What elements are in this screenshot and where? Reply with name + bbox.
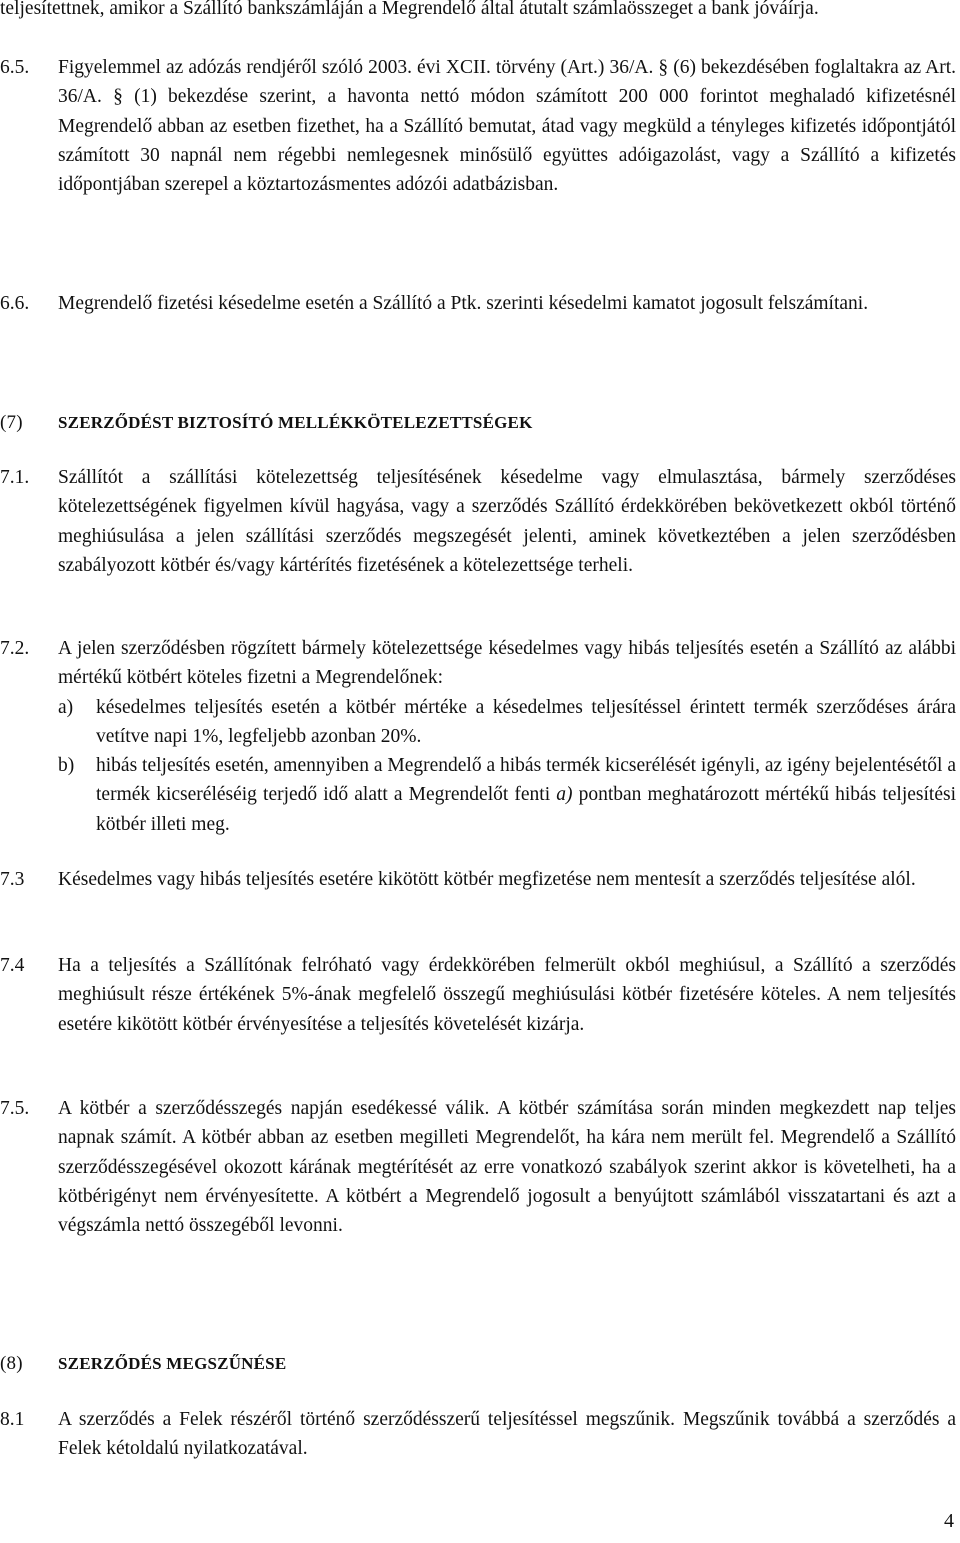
paragraph-6-6 xyxy=(0,289,956,318)
paragraph-number: 7.5. xyxy=(0,1098,30,1119)
list-item-text: késedelmes teljesítés esetén a kötbér mértéke a késedelmes teljesítéssel érintett termék szerződéses árára vetítve napi 1%, legfeljebb azonban 20%. xyxy=(96,696,956,747)
section-number: (7) xyxy=(0,412,23,433)
paragraph-8-1 xyxy=(0,1405,956,1464)
section-title: SZERZŐDÉS MEGSZŰNÉSE xyxy=(58,1354,287,1373)
list-marker: b) xyxy=(58,755,75,777)
paragraph-7-1 xyxy=(0,463,956,580)
section-number: (8) xyxy=(0,1353,23,1374)
paragraph-number: 7.3 xyxy=(0,869,25,890)
section-heading-8 xyxy=(0,1349,956,1378)
list-item-text xyxy=(96,751,956,839)
paragraph-text: A kötbér a szerződésszegés napján esedékessé válik. A kötbér számítása során minden megkezdett nap teljes napnak számít. A kötbér abban az esetben megilleti Megrendelőt, ha kára nem merült fel. Megrendelő a Szállító szerződésszegésével okozott kárának megtérítését az erre vonatkozó szabályok szerint akkor is követelheti, ha a kötbérigényt nem érvényesítette. A kötbért a Megrendelő jogosult a benyújtott számlából visszatartani és azt a végszámla nettó összegéből levonni. xyxy=(58,1098,956,1237)
paragraph-6-5 xyxy=(0,53,956,199)
paragraph-7-4 xyxy=(0,951,956,1039)
paragraph-number: 6.6. xyxy=(0,293,30,314)
list-item-text-start: hibás teljesítés esetén, amennyiben a Megrendelő a hibás termék kicserélését igényli, az igény bejelentésétől a termék kicseréléséig terjedő idő alatt a Megrendelőt fenti xyxy=(96,755,956,806)
paragraph-text: A szerződés a Felek részéről történő szerződésszerű teljesítéssel megszűnik. Megszűnik továbbá a szerződés a Felek kétoldalú nyilatkozatával. xyxy=(58,1409,956,1460)
list-marker: a) xyxy=(58,696,74,718)
paragraph-number: 8.1 xyxy=(0,1409,25,1430)
paragraph-intro xyxy=(0,0,956,23)
paragraph-text: teljesítettnek, amikor a Szállító bankszámláján a Megrendelő által átutalt számlaösszeget a bank jóváírja. xyxy=(0,0,819,19)
list-item-text-end: pontban meghatározott mértékű hibás teljesítési kötbér illeti meg. xyxy=(96,784,957,835)
section-title: SZERZŐDÉST BIZTOSÍTÓ MELLÉKKÖTELEZETTSÉGEK xyxy=(58,413,533,432)
list-item-b xyxy=(58,751,956,839)
paragraph-text: Szállítót a szállítási kötelezettség teljesítésének késedelme vagy elmulasztása, bármely szerződéses kötelezettségének figyelmen kívül hagyása, vagy a szerződés Szállító érdekkörében bekövetkezett okból történő meghiúsulása a jelen szállítási szerződés megszegését jelenti, aminek következtében a jelen szerződésben szabályozott kötbér és/vagy kártérítés fizetésének a kötelezettsége terheli. xyxy=(58,467,956,576)
paragraph-text: A jelen szerződésben rögzített bármely kötelezettsége késedelmes vagy hibás teljesítés esetén a Szállító az alábbi mértékű kötbért köteles fizetni a Megrendelőnek: xyxy=(58,638,956,689)
paragraph-text: Késedelmes vagy hibás teljesítés esetére kikötött kötbér megfizetése nem mentesít a szerződés teljesítése alól. xyxy=(58,869,916,890)
paragraph-number: 7.1. xyxy=(0,467,30,488)
list-item-a xyxy=(58,693,956,752)
paragraph-number: 7.4 xyxy=(0,955,25,976)
list-item-reference: a) xyxy=(556,784,573,806)
paragraph-text: Megrendelő fizetési késedelme esetén a Szállító a Ptk. szerinti késedelmi kamatot jogosult felszámítani. xyxy=(58,293,869,314)
page-number: 4 xyxy=(944,1510,954,1532)
paragraph-number: 7.2. xyxy=(0,638,30,659)
paragraph-7-3 xyxy=(0,865,956,894)
paragraph-text: Figyelemmel az adózás rendjéről szóló 2003. évi XCII. törvény (Art.) 36/A. § (6) bekezdésében foglaltakra az Art. 36/A. § (1) bekezdése szerint, a havonta nettó módon számított 200 000 forintot meghaladó kifizetésnél Megrendelő abban az esetben fizethet, ha a Szállító bemutat, átad vagy megküld a tényleges kifizetés időpontjától számított 30 napnál nem régebbi nemlegesnek minősülő együttes adóigazolást, vagy a Szállító a kifizetés időpontjában szerepel a köztartozásmentes adózói adatbázisban. xyxy=(58,57,956,196)
section-heading-7 xyxy=(0,408,956,437)
paragraph-text: Ha a teljesítés a Szállítónak felróható vagy érdekkörében felmerült okból meghiúsul, a Szállító a szerződés meghiúsult része értékének 5%-ának megfelelő összegű meghiúsulási kötbér fizetésére köteles. A nem teljesítés esetére kikötött kötbér érvényesítése a teljesítés követelését kizárja. xyxy=(58,955,956,1035)
paragraph-number: 6.5. xyxy=(0,57,30,78)
paragraph-7-2 xyxy=(0,634,956,839)
paragraph-7-5 xyxy=(0,1094,956,1240)
